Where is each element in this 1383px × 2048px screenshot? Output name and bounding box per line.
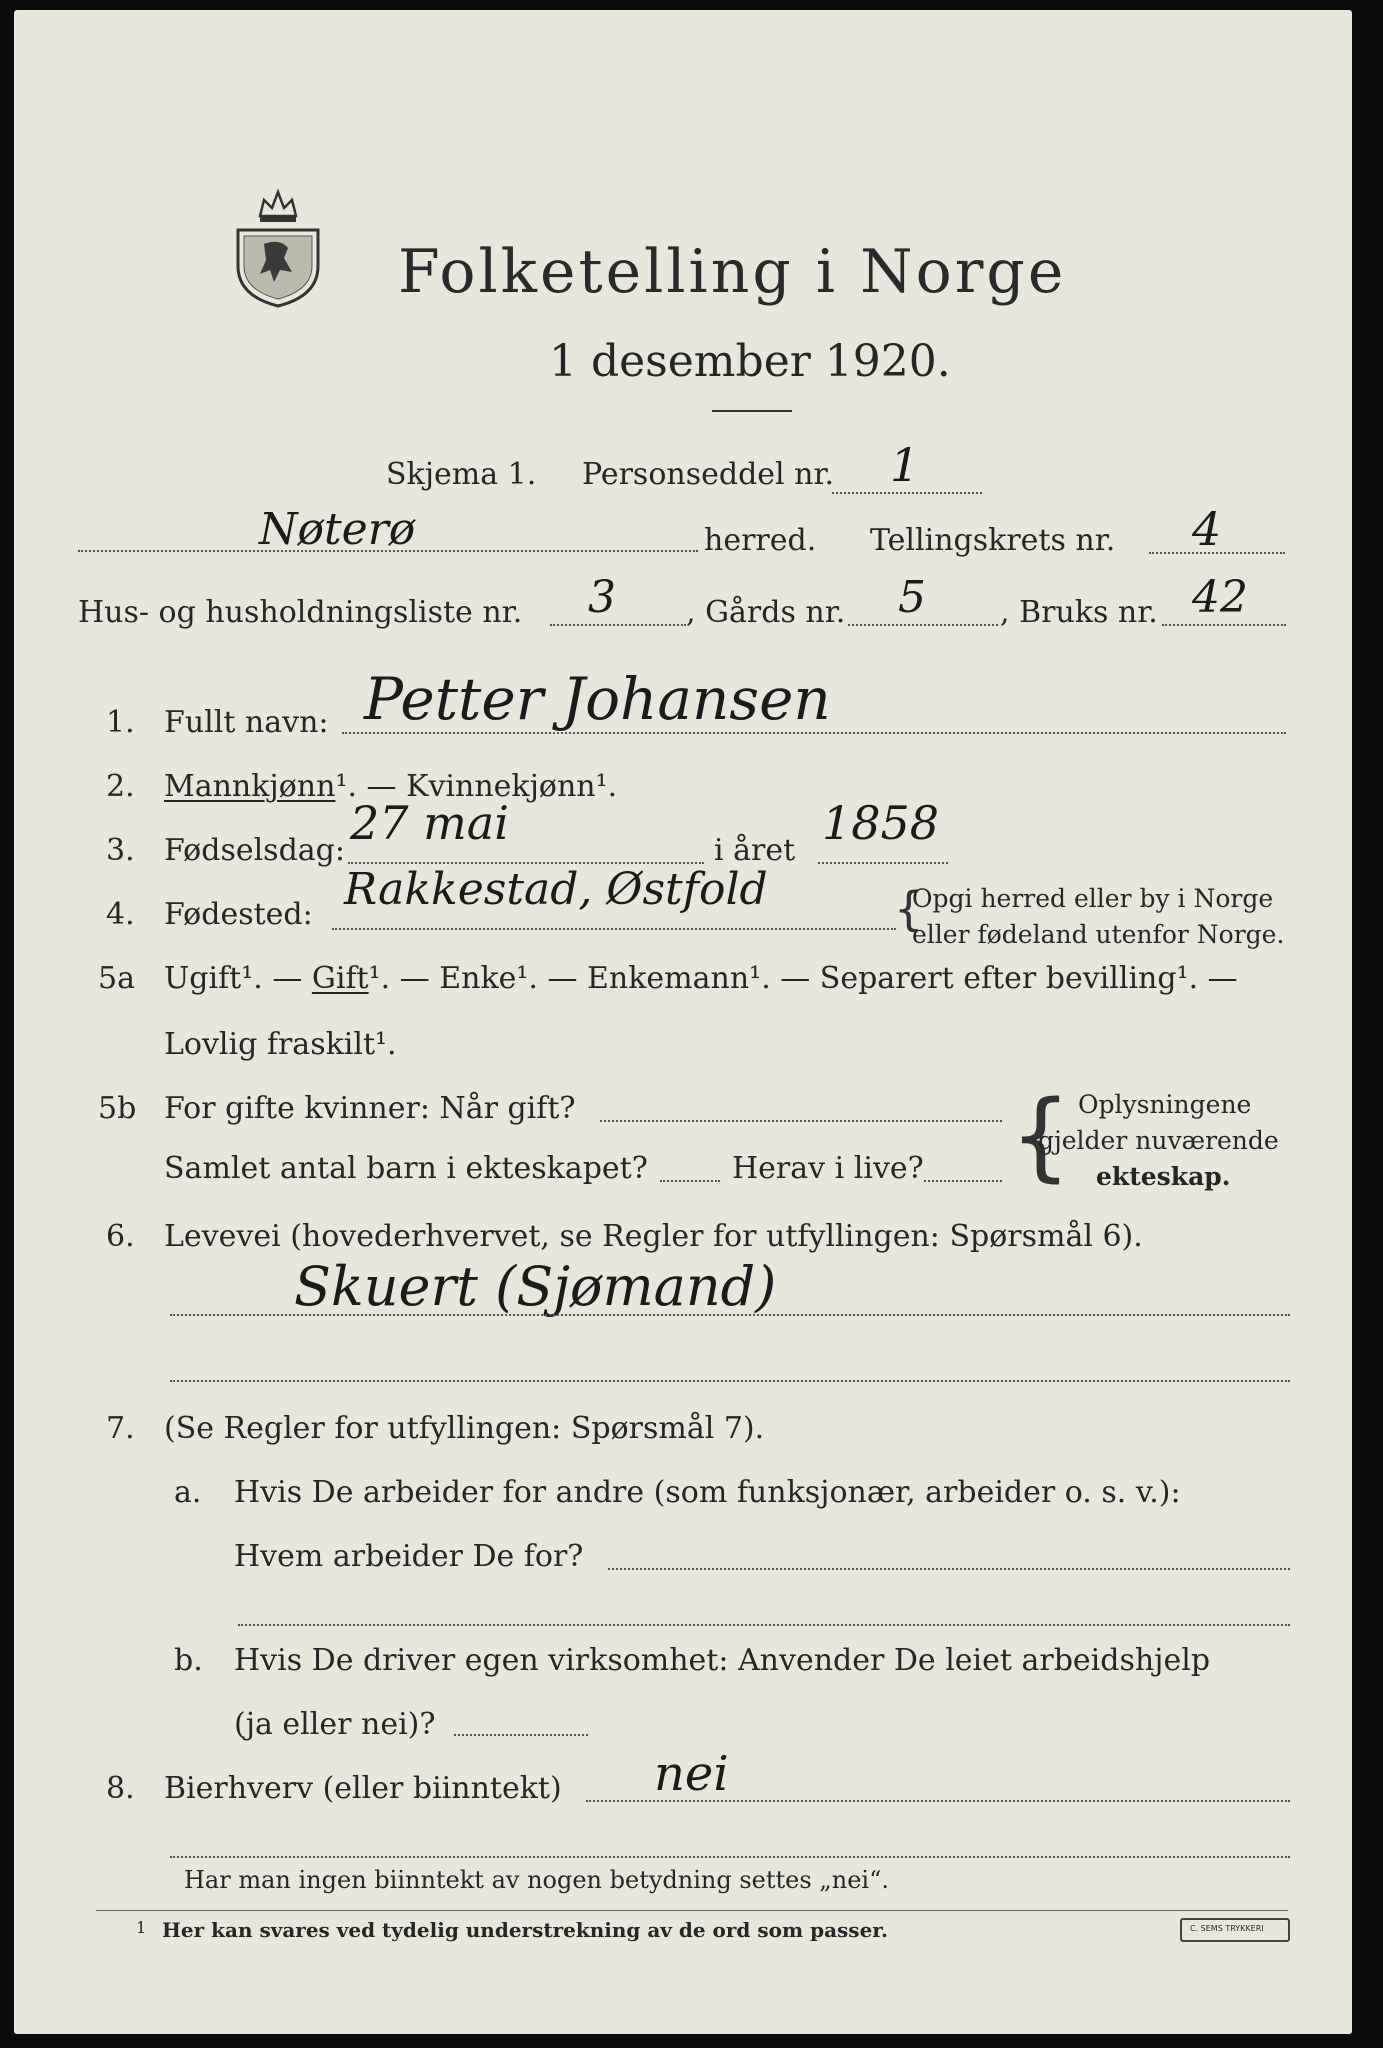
q7b-answer-line [454, 1734, 588, 1736]
q5a-line2: Lovlig fraskilt¹. [164, 1027, 397, 1062]
q8-label: Bierhverv (eller biinntekt) [164, 1771, 562, 1806]
q3-year-label: i året [714, 833, 796, 868]
q4-note-line2: eller fødeland utenfor Norge. [912, 920, 1285, 949]
q7a-line2: Hvem arbeider De for? [234, 1539, 584, 1574]
q5b-alive-line [924, 1180, 1002, 1182]
q5a-other-options: ¹. — Enke¹. — Enkemann¹. — Separert efter bevilling¹. — [368, 961, 1238, 996]
q4-line [332, 928, 896, 930]
q7-number: 7. [106, 1411, 135, 1446]
personseddel-line [832, 492, 982, 494]
q6-line1 [170, 1314, 1290, 1316]
personseddel-label: Personseddel nr. [582, 457, 835, 492]
q4-note-line1: Opgi herred eller by i Norge [912, 884, 1274, 913]
herred-label: herred. [704, 523, 817, 558]
q5b-note-line1: Oplysningene [1078, 1090, 1252, 1119]
q5a-ugift: Ugift¹. — [164, 961, 312, 996]
q1-label: Fullt navn: [164, 705, 329, 740]
q3-value: 27 mai [350, 796, 509, 850]
gards-label: , Gårds nr. [686, 595, 846, 630]
tellingskrets-label: Tellingskrets nr. [870, 523, 1116, 558]
census-form-page [14, 10, 1352, 2034]
q3-number: 3. [106, 833, 135, 868]
q2-female-option: ¹. — Kvinnekjønn¹. [335, 769, 618, 804]
form-title: Folketelling i Norge [398, 237, 1067, 307]
q5b-note-brace: { [1010, 1080, 1072, 1192]
q4-label: Fødested: [164, 897, 313, 932]
printer-stamp [1180, 1918, 1290, 1942]
q5b-note-line2: gjelder nuværende [1038, 1126, 1279, 1155]
title-divider [712, 410, 792, 412]
q5a-gift-option: Gift [311, 961, 369, 996]
q6-value: Skuert (Sjømand) [294, 1255, 777, 1318]
q4-number: 4. [106, 897, 135, 932]
gards-line [848, 624, 998, 626]
husliste-value: 3 [588, 572, 616, 623]
q6-line2 [170, 1380, 1290, 1382]
husliste-line [550, 624, 686, 626]
q7-label: (Se Regler for utfyllingen: Spørsmål 7). [164, 1411, 765, 1446]
q5b-line1: For gifte kvinner: Når gift? [164, 1091, 576, 1126]
q5b-children-line [660, 1180, 720, 1182]
footnote-number: 1 [136, 1918, 147, 1937]
q7a-line1: Hvis De arbeider for andre (som funksjonær, arbeider o. s. v.): [234, 1475, 1181, 1510]
q7a-answer-line1 [608, 1568, 1290, 1570]
q3-label: Fødselsdag: [164, 833, 345, 868]
printer-stamp-text: C. SEMS TRYKKERI [1190, 1924, 1264, 1933]
q3-year-line [818, 862, 948, 864]
q8-number: 8. [106, 1771, 135, 1806]
herred-value: Nøterø [259, 504, 416, 555]
skjema-label: Skjema 1. [386, 457, 537, 492]
q1-value: Petter Johansen [364, 665, 831, 733]
q7a-letter: a. [174, 1475, 202, 1510]
form-date: 1 desember 1920. [549, 336, 951, 387]
q5a-number: 5a [98, 961, 135, 996]
q7b-line2: (ja eller nei)? [234, 1707, 436, 1742]
bruks-label: , Bruks nr. [1000, 595, 1158, 630]
q8-value: nei [654, 1746, 729, 1802]
q3-year-value: 1858 [822, 796, 940, 850]
gards-value: 5 [898, 572, 926, 623]
q1-number: 1. [106, 705, 135, 740]
q5b-number: 5b [98, 1091, 137, 1126]
husliste-label: Hus- og husholdningsliste nr. [78, 595, 523, 630]
q6-label: Levevei (hovederhvervet, se Regler for utfyllingen: Spørsmål 6). [164, 1219, 1143, 1254]
footnote-text: Her kan svares ved tydelig understrekning av de ord som passer. [162, 1918, 888, 1942]
q6-number: 6. [106, 1219, 135, 1254]
q4-value: Rakkestad, Østfold [344, 864, 768, 915]
bruks-value: 42 [1192, 572, 1248, 623]
footnote-divider [96, 1910, 1288, 1911]
tellingskrets-value: 4 [1192, 502, 1222, 556]
q2-male-option: Mannkjønn [164, 769, 336, 804]
q5b-married-line [600, 1120, 1002, 1122]
q5b-note-line3: ekteskap. [1096, 1162, 1231, 1191]
coat-of-arms-icon [230, 178, 326, 308]
q5a-line1 [164, 961, 1238, 996]
q8-line2 [170, 1856, 1290, 1858]
q4-note-brace: { [894, 882, 924, 936]
q7a-answer-line2 [238, 1624, 1290, 1626]
q2-number: 2. [106, 769, 135, 804]
personseddel-value: 1 [890, 438, 920, 492]
q7b-letter: b. [174, 1643, 203, 1678]
q5b-children-label: Samlet antal barn i ekteskapet? [164, 1151, 648, 1186]
bruks-line [1162, 624, 1286, 626]
footer-note: Har man ingen biinntekt av nogen betydning settes „nei“. [184, 1866, 889, 1894]
q5b-alive-label: Herav i live? [732, 1151, 924, 1186]
q7b-line1: Hvis De driver egen virksomhet: Anvender De leiet arbeidshjelp [234, 1643, 1211, 1678]
